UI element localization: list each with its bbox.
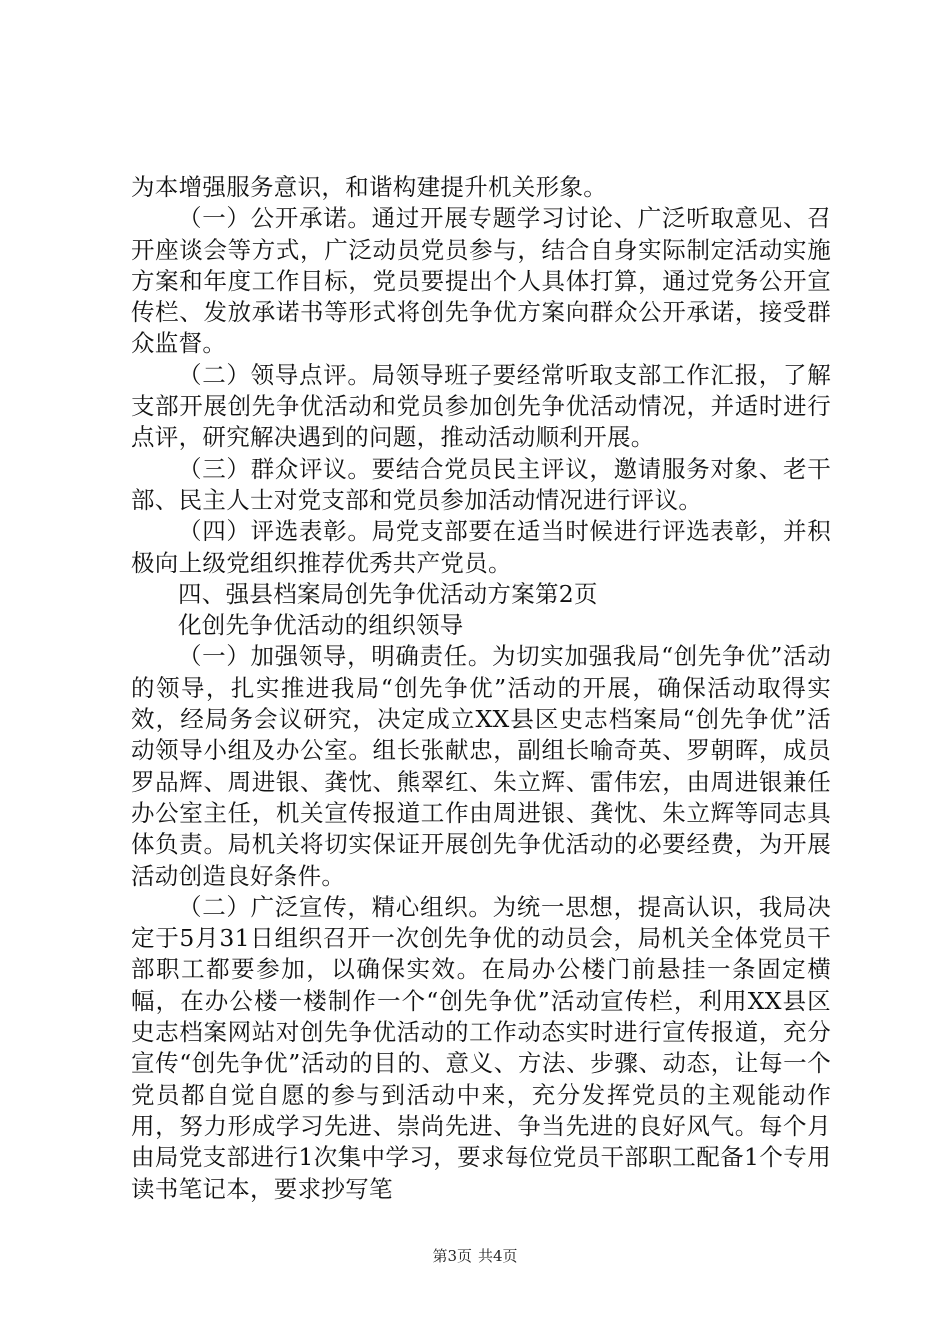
paragraph-public-evaluation: （三）群众评议。要结合党员民主评议，邀请服务对象、老干部、民主人士对党支部和党员参加活动情况进行评议。 <box>131 454 831 514</box>
paragraph-selection-commendation: （四）评选表彰。局党支部要在适当时候进行评选表彰，并积极向上级党组织推荐优秀共产党员。 <box>131 517 831 577</box>
section-heading-four: 四、强县档案局创先争优活动方案第2页 <box>178 579 598 608</box>
page-footer <box>0 1246 950 1266</box>
paragraph-public-commitment: （一）公开承诺。通过开展专题学习讨论、广泛听取意见、召开座谈会等方式，广泛动员党员参与，结合自身实际制定活动实施方案和年度工作目标，党员要提出个人具体打算，通过党务公开宣传栏、发放承诺书等形式将创先争优方案向群众公开承诺，接受群众监督。 <box>131 204 831 358</box>
page-number: 第3页 <box>432 1247 472 1265</box>
paragraph-publicity-organization: （二）广泛宣传，精心组织。为统一思想，提高认识，我局决定于5月31日组织召开一次创先争优的动员会，局机关全体党员干部职工都要参加，以确保实效。在局办公楼门前悬挂一条固定横幅，在办公楼一楼制作一个“创先争优”活动宣传栏，利用XX县区史志档案网站对创先争优活动的工作动态实时进行宣传报道，充分宣传“创先争优”活动的目的、意义、方法、步骤、动态，让每一个党员都自觉自愿的参与到活动中来，充分发挥党员的主观能动作用，努力形成学习先进、崇尚先进、争当先进的良好风气。每个月由局党支部进行1次集中学习，要求每位党员干部职工配备1个专用读书笔记本，要求抄写笔 <box>131 892 831 1203</box>
document-body <box>131 172 831 1205</box>
paragraph-leader-review: （二）领导点评。局领导班子要经常听取支部工作汇报，了解支部开展创先争优活动和党员参加创先争优活动情况，并适时进行点评，研究解决遇到的问题，推动活动顺利开展。 <box>131 360 831 452</box>
section-heading-four-continued: 化创先争优活动的组织领导 <box>178 611 464 640</box>
paragraph-continuation: 为本增强服务意识，和谐构建提升机关形象。 <box>131 173 607 201</box>
page-total: 共4页 <box>478 1247 518 1265</box>
paragraph-strengthen-leadership: （一）加强领导，明确责任。为切实加强我局“创先争优”活动的领导，扎实推进我局“创先争优”活动的开展，确保活动取得实效，经局务会议研究，决定成立XX县区史志档案局“创先争优”活动领导小组及办公室。组长张献忠，副组长喻奇英、罗朝晖，成员罗品辉、周进银、龚忱、熊翠红、朱立辉、雷伟宏，由周进银兼任办公室主任，机关宣传报道工作由周进银、龚忱、朱立辉等同志具体负责。局机关将切实保证开展创先争优活动的必要经费，为开展活动创造良好条件。 <box>131 642 831 890</box>
